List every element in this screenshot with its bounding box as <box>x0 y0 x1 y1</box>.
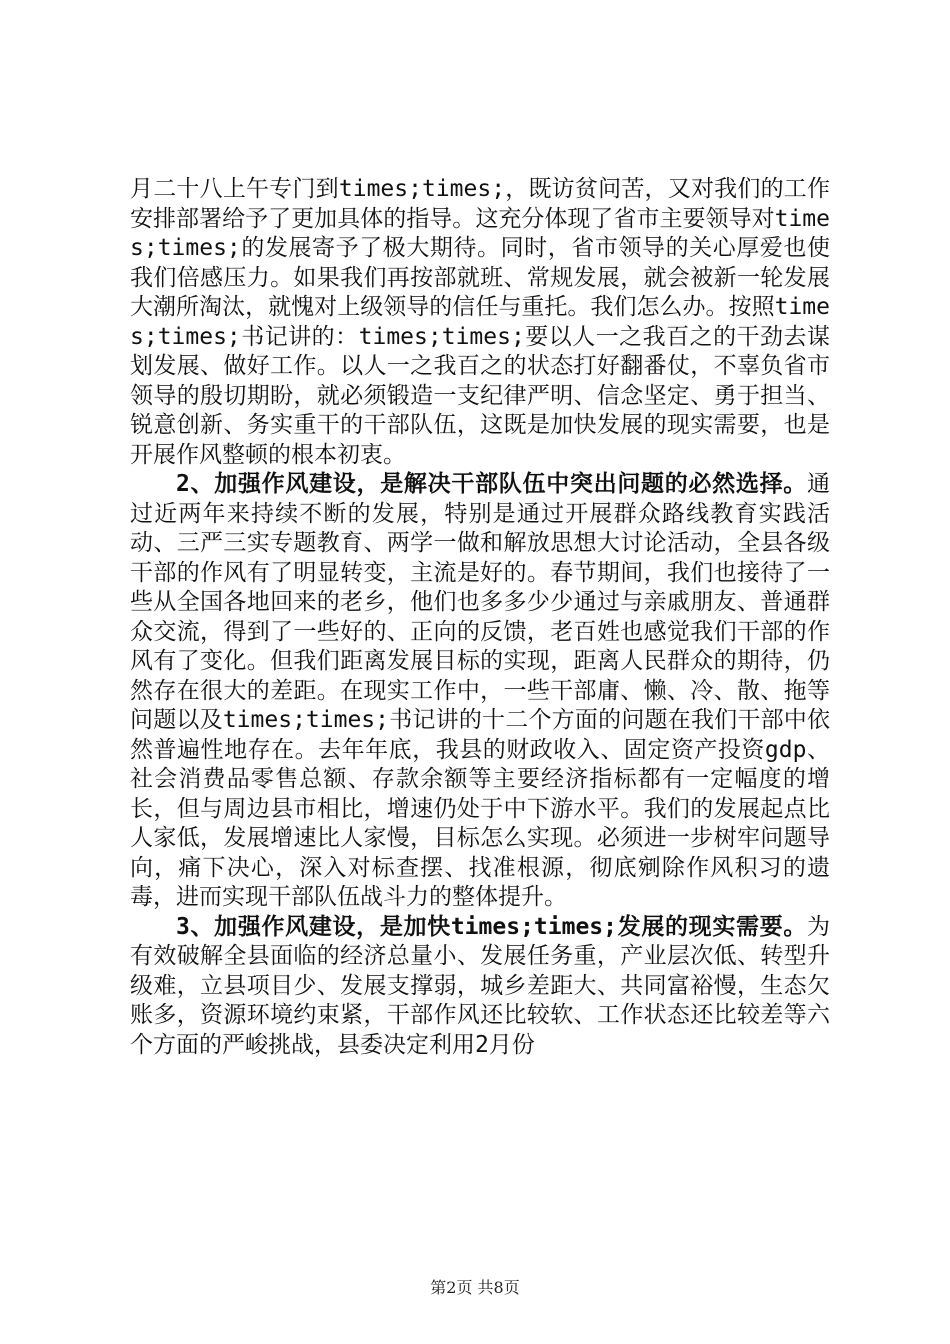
paragraph-1-text: 月二十八上午专门到times;times;，既访贫问苦，又对我们的工作安排部署给予了更加具体的指导。这充分体现了省市主要领导对times;times;的发展寄予了极大期待。同时，省市领导的关心厚爱也使我们倍感压力。如果我们再按部就班、常规发展，就会被新一轮发展大潮所淘汰，就愧对上级领导的信任与重托。我们怎么办。按照times;times;书记讲的：times;times;要以人一之我百之的干劲去谋划发展、做好工作。以人一之我百之的状态打好翻番仗，不辜负省市领导的殷切期盼，就必须锻造一支纪律严明、信念坚定、勇于担当、锐意创新、务实重干的干部队伍，这既是加快发展的现实需要，也是开展作风整顿的根本初衷。 <box>130 176 830 468</box>
paragraph-3-text: 为有效破解全县面临的经济总量小、发展任务重，产业层次低、转型升级难，立县项目少、发展支撑弱，城乡差距大、共同富裕慢，生态欠账多，资源环境约束紧，干部作风还比较软、工作状态还比较差等六个方面的严峻挑战，县委决定利用2月份 <box>130 913 830 1058</box>
paragraph-3-heading: 3、加强作风建设，是加快times;times;发展的现实需要。 <box>176 913 807 940</box>
paragraph-2-text: 通过近两年来持续不断的发展，特别是通过开展群众路线教育实践活动、三严三实专题教育、两学一做和解放思想大讨论活动，全县各级干部的作风有了明显转变，主流是好的。春节期间，我们也接待了一些从全国各地回来的老乡，他们也多多少少通过与亲戚朋友、普通群众交流，得到了一些好的、正向的反馈，老百姓也感觉我们干部的作风有了变化。但我们距离发展目标的实现，距离人民群众的期待，仍然存在很大的差距。在现实工作中，一些干部庸、懒、冷、散、拖等问题以及times;times;书记讲的十二个方面的问题在我们干部中依然普遍性地存在。去年年底，我县的财政收入、固定资产投资gdp、社会消费品零售总额、存款余额等主要经济指标都有一定幅度的增长，但与周边县市相比，增速仍处于中下游水平。我们的发展起点比人家低，发展增速比人家慢，目标怎么实现。必须进一步树牢问题导向，痛下决心，深入对标查摆、找准根源，彻底剜除作风积习的遗毒，进而实现干部队伍战斗力的整体提升。 <box>130 471 830 910</box>
page-footer <box>0 1275 950 1298</box>
page-indicator: 第2页 共8页 <box>430 1278 520 1297</box>
paragraph-2-heading: 2、加强作风建设，是解决干部队伍中突出问题的必然选择。 <box>176 471 807 497</box>
paragraph-3 <box>130 913 830 1061</box>
paragraph-2 <box>130 470 830 913</box>
document-body <box>130 175 830 1060</box>
paragraph-1 <box>130 175 830 470</box>
